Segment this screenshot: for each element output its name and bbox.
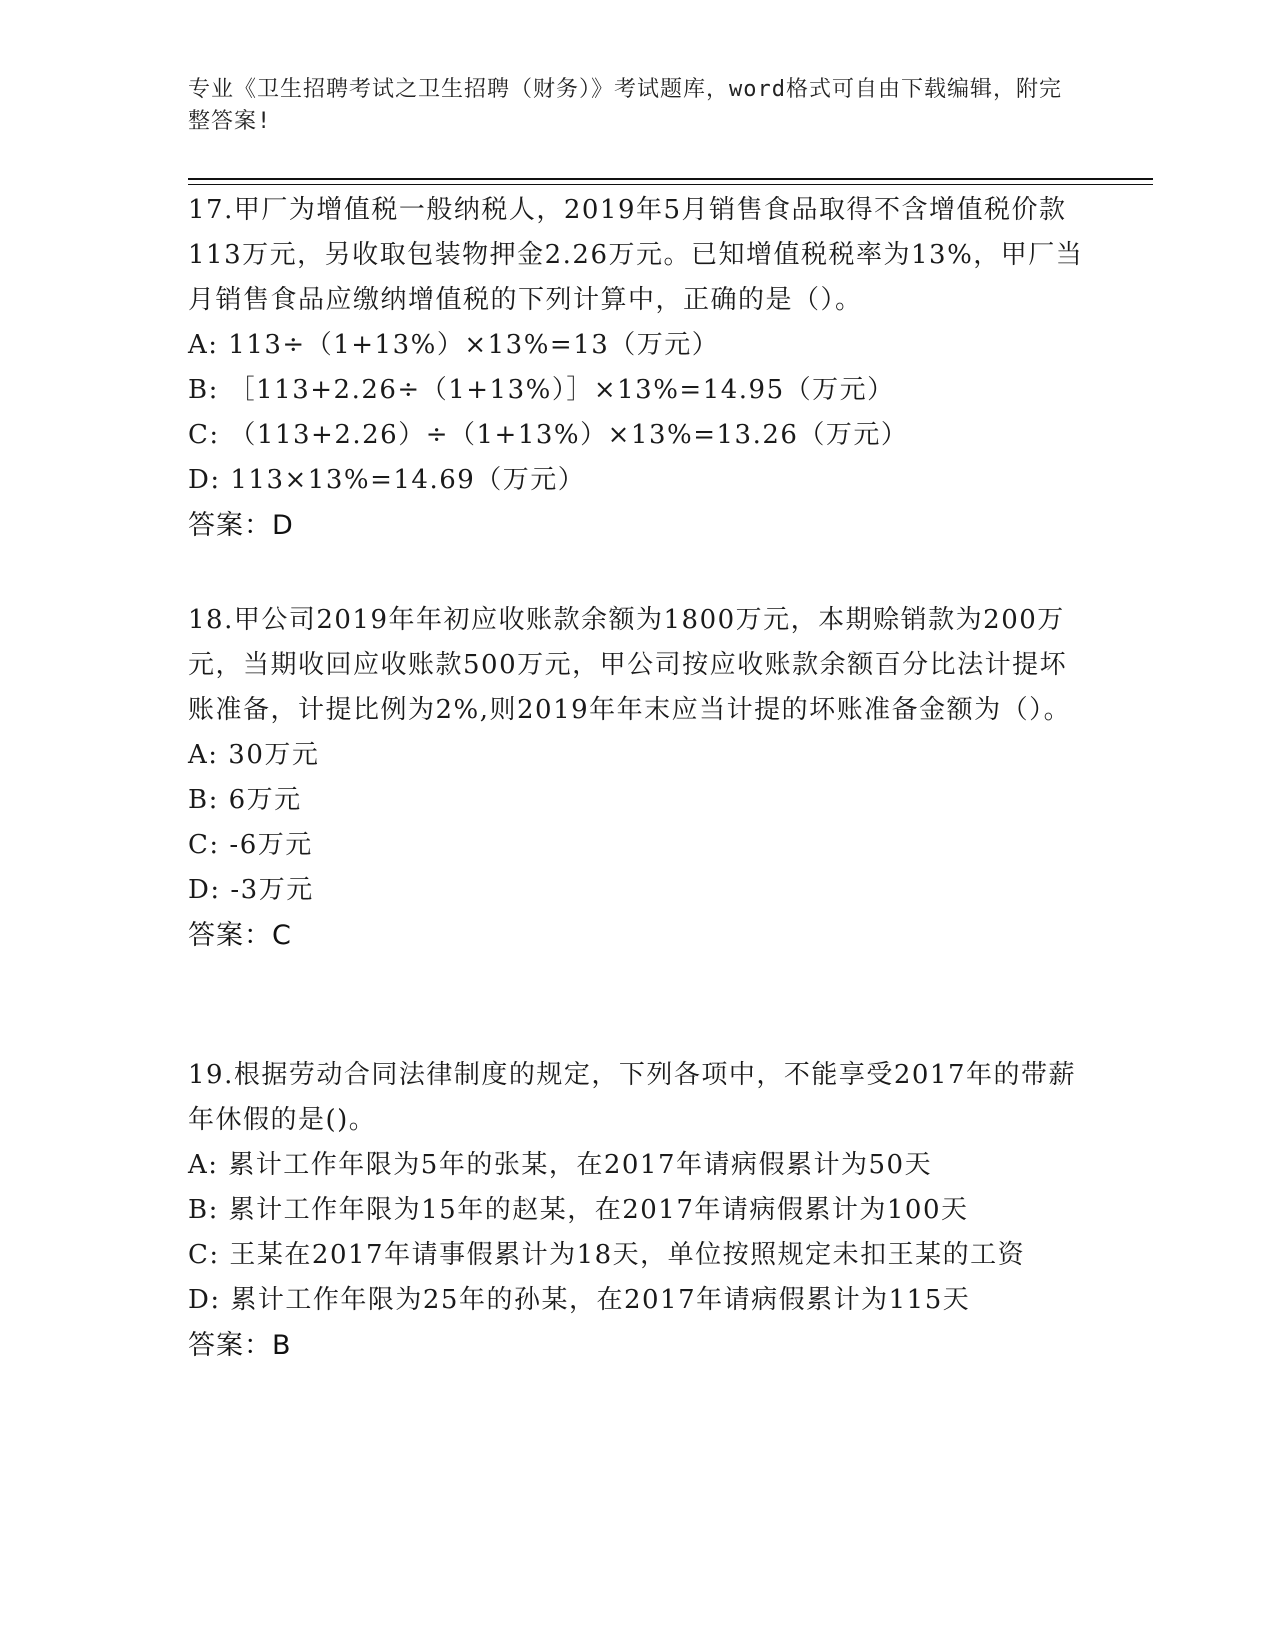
- answer-label: 答案：B: [188, 1330, 292, 1361]
- question-19: [188, 1053, 1088, 1368]
- answer-label: 答案：C: [188, 920, 292, 951]
- option-b: B: ［113+2.26÷（1+13%）］×13%=14.95（万元）: [188, 375, 895, 405]
- option-a: A: 30万元: [188, 740, 320, 770]
- header-divider: [188, 178, 1153, 180]
- answer-label: 答案：D: [188, 510, 294, 541]
- option-c: C: （113+2.26）÷（1+13%）×13%=13.26（万元）: [188, 420, 909, 450]
- question-stem: 18.甲公司2019年年初应收账款余额为1800万元，本期赊销款为200万元，当期收回应收账款500万元，甲公司按应收账款余额百分比法计提坏账准备，计提比例为2%,则2019年年末应当计提的坏账准备金额为（）。: [188, 605, 1072, 725]
- option-d: D: 113×13%=14.69（万元）: [188, 465, 586, 495]
- option-b: B: 6万元: [188, 785, 302, 815]
- header-divider-thin: [188, 184, 1153, 185]
- option-c: C: 王某在2017年请事假累计为18天，单位按照规定未扣王某的工资: [188, 1240, 1026, 1270]
- option-d: D: -3万元: [188, 875, 314, 905]
- option-d: D: 累计工作年限为25年的孙某，在2017年请病假累计为115天: [188, 1285, 971, 1315]
- document-header: 专业《卫生招聘考试之卫生招聘（财务）》考试题库，word格式可自由下载编辑，附完整答案!: [188, 77, 1062, 134]
- option-a: A: 113÷（1+13%）×13%=13（万元）: [188, 330, 720, 360]
- option-a: A: 累计工作年限为5年的张某，在2017年请病假累计为50天: [188, 1150, 933, 1180]
- option-b: B: 累计工作年限为15年的赵某，在2017年请病假累计为100天: [188, 1195, 969, 1225]
- question-stem: 19.根据劳动合同法律制度的规定，下列各项中，不能享受2017年的带薪年休假的是()。: [188, 1060, 1077, 1135]
- question-18: [188, 598, 1088, 958]
- question-17: [188, 188, 1088, 548]
- option-c: C: -6万元: [188, 830, 313, 860]
- question-stem: 17.甲厂为增值税一般纳税人，2019年5月销售食品取得不含增值税价款113万元，另收取包装物押金2.26万元。已知增值税税率为13%，甲厂当月销售食品应缴纳增值税的下列计算中，正确的是（）。: [188, 195, 1084, 315]
